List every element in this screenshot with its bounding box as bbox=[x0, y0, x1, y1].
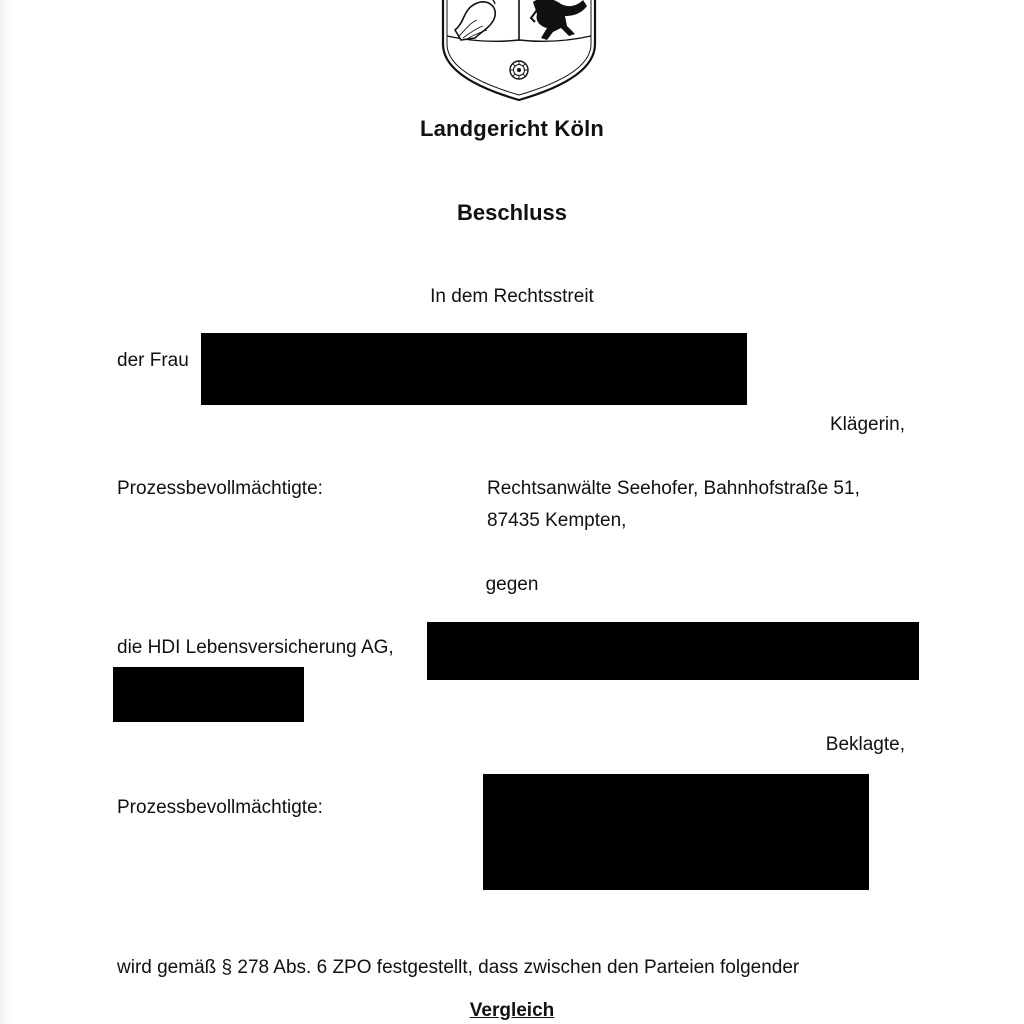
plaintiff-counsel-line2: 87435 Kempten, bbox=[487, 510, 627, 531]
defendant-counsel-label: Prozessbevollmächtigte: bbox=[117, 797, 323, 818]
redaction-defendant-address bbox=[427, 622, 919, 680]
intro-text: In dem Rechtsstreit bbox=[430, 286, 594, 307]
plaintiff-counsel-label: Prozessbevollmächtigte: bbox=[117, 478, 323, 499]
ruling-text: wird gemäß § 278 Abs. 6 ZPO festgestellt, dass zwischen den Parteien folgender bbox=[117, 957, 800, 978]
redaction-defendant-address-cont bbox=[113, 667, 304, 722]
court-name: Landgericht Köln bbox=[419, 116, 605, 141]
plaintiff-counsel-line1: Rechtsanwälte Seehofer, Bahnhofstraße 51, bbox=[487, 478, 860, 499]
versus-text: gegen bbox=[485, 574, 539, 595]
settlement-heading: Vergleich bbox=[469, 1000, 555, 1021]
redaction-plaintiff-name bbox=[201, 333, 747, 405]
nrw-coat-of-arms-icon bbox=[437, 0, 601, 104]
defendant-role: Beklagte, bbox=[825, 734, 905, 755]
plaintiff-role: Klägerin, bbox=[830, 414, 905, 435]
page-edge-shadow bbox=[0, 0, 12, 1024]
redaction-defendant-counsel bbox=[483, 774, 869, 890]
document-type-heading: Beschluss bbox=[456, 200, 568, 225]
plaintiff-prefix: der Frau bbox=[117, 350, 189, 371]
defendant-prefix: die HDI Lebensversicherung AG, bbox=[117, 637, 394, 658]
